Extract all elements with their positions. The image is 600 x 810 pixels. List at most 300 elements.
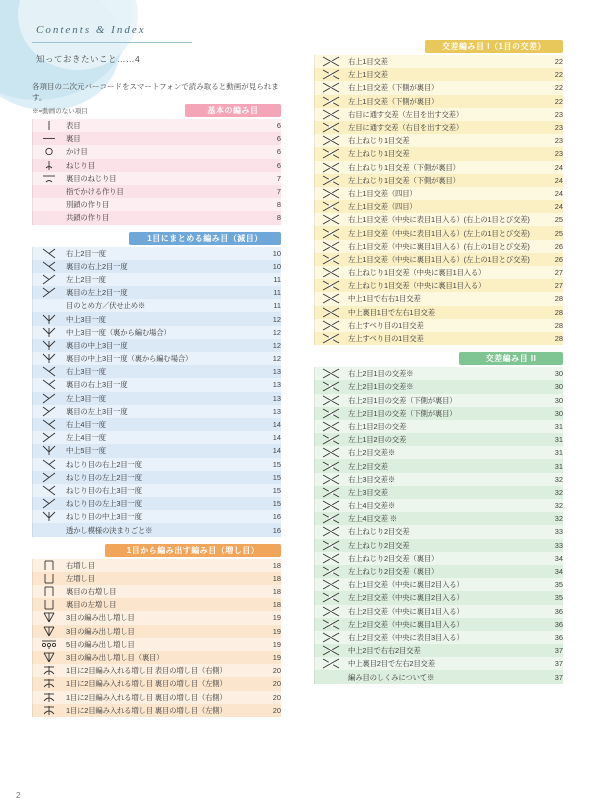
table-row[interactable]: [32, 392, 281, 405]
stitch-symbol-icon: [314, 512, 348, 525]
entry-page: 37: [545, 657, 563, 670]
toc-section-decrease: [32, 232, 281, 537]
table-row[interactable]: [32, 664, 281, 677]
table-row[interactable]: [314, 512, 563, 525]
entry-page: 16: [263, 510, 281, 523]
table-row[interactable]: [314, 266, 563, 279]
entry-label: 裏目の右上2目一度: [66, 260, 263, 273]
stitch-symbol-icon: [32, 625, 66, 638]
entry-page: 11: [263, 299, 281, 312]
entry-page: 30: [545, 394, 563, 407]
table-row[interactable]: [314, 161, 563, 174]
stitch-symbol-icon: [314, 459, 348, 472]
stitch-symbol-icon: [314, 631, 348, 644]
entry-label: 3目の編み出し増し目: [66, 611, 263, 624]
entry-label: 裏目の左増し目: [66, 598, 263, 611]
stitch-symbol-icon: [314, 213, 348, 226]
table-row[interactable]: [32, 365, 281, 378]
entry-page: 35: [545, 591, 563, 604]
table-row[interactable]: [32, 677, 281, 690]
entry-page: 36: [545, 605, 563, 618]
table-row[interactable]: [32, 497, 281, 510]
entry-label: 右上2目交差（中央に裏目1目入る）: [348, 605, 545, 618]
stitch-symbol-icon: [32, 572, 66, 585]
entry-label: 右上1目交差（中央に表目1目入る）(右上の1目とび交差): [348, 213, 545, 226]
stitch-symbol-icon: [314, 578, 348, 591]
stitch-symbol-icon: [32, 651, 66, 664]
entry-label: 右上1目交差（下側が裏目）: [348, 81, 545, 94]
entry-page: 15: [263, 471, 281, 484]
entry-label: 左上1目交差（中央に表目1目入る）(左上の1目とび交差): [348, 226, 545, 239]
stitch-symbol-icon: [314, 174, 348, 187]
entry-label: 右上4目交差※: [348, 499, 545, 512]
table-row[interactable]: [32, 339, 281, 352]
entry-page: 32: [545, 499, 563, 512]
table-row[interactable]: [314, 499, 563, 512]
stitch-symbol-icon: [314, 319, 348, 332]
stitch-symbol-icon: [314, 266, 348, 279]
stitch-symbol-icon: [32, 211, 66, 224]
table-row[interactable]: [314, 670, 563, 683]
entry-label: 1目に2目編み入れる増し目 裏目の増し目（左側）: [66, 704, 263, 717]
stitch-symbol-icon: [32, 378, 66, 391]
entry-page: 16: [263, 523, 281, 536]
entry-page: 25: [545, 226, 563, 239]
entry-page: 27: [545, 279, 563, 292]
table-row[interactable]: [32, 198, 281, 211]
entry-page: 23: [545, 147, 563, 160]
entry-page: 12: [263, 339, 281, 352]
section-table-wrap: [32, 119, 281, 225]
stitch-symbol-icon: [314, 644, 348, 657]
stitch-symbol-icon: [314, 657, 348, 670]
table-row[interactable]: [314, 332, 563, 345]
table-row[interactable]: [314, 279, 563, 292]
entry-page: 19: [263, 638, 281, 651]
entry-page: 20: [263, 691, 281, 704]
entry-label: ねじり目の左上3目一度: [66, 497, 263, 510]
table-row[interactable]: [32, 145, 281, 158]
toc-section-basic: [32, 104, 281, 225]
entry-page: 15: [263, 484, 281, 497]
entry-label: ねじり目: [66, 159, 263, 172]
entry-page: 13: [263, 378, 281, 391]
stitch-symbol-icon: [314, 565, 348, 578]
table-row[interactable]: [314, 226, 563, 239]
stitch-symbol-icon: [314, 446, 348, 459]
stitch-symbol-icon: [32, 585, 66, 598]
table-row[interactable]: [32, 159, 281, 172]
table-row[interactable]: [314, 459, 563, 472]
stitch-symbol-icon: [32, 273, 66, 286]
table-row[interactable]: [32, 431, 281, 444]
table-row[interactable]: [314, 525, 563, 538]
table-row[interactable]: [314, 631, 563, 644]
table-row[interactable]: [32, 704, 281, 717]
entry-label: 右上1目交差（中央に裏目1目入る）(右上の1目とび交差): [348, 240, 545, 253]
table-row[interactable]: [314, 292, 563, 305]
stitch-symbol-icon: [314, 226, 348, 239]
table-row[interactable]: [314, 657, 563, 670]
stitch-symbol-icon: [314, 407, 348, 420]
table-row[interactable]: [32, 523, 281, 536]
table-row[interactable]: [32, 638, 281, 651]
entry-page: 28: [545, 292, 563, 305]
table-row[interactable]: [314, 644, 563, 657]
stitch-symbol-icon: [32, 198, 66, 211]
table-row[interactable]: [32, 273, 281, 286]
entry-label: 共鎖の作り目: [66, 211, 263, 224]
entry-page: 10: [263, 247, 281, 260]
table-row[interactable]: [314, 134, 563, 147]
section-table-wrap: [32, 559, 281, 717]
stitch-symbol-icon: [32, 458, 66, 471]
stitch-symbol-icon: [32, 523, 66, 536]
stitch-symbol-icon: [32, 312, 66, 325]
entry-page: 26: [545, 253, 563, 266]
stitch-symbol-icon: [314, 539, 348, 552]
entry-label: 右上1目2目の交差: [348, 420, 545, 433]
table-row[interactable]: [32, 510, 281, 523]
stitch-symbol-icon: [314, 552, 348, 565]
entry-page: 24: [545, 187, 563, 200]
entry-label: 左上ねじり2目交差（裏目）: [348, 565, 545, 578]
entry-page: 7: [263, 185, 281, 198]
entry-page: 8: [263, 198, 281, 211]
entry-label: 中上1目で右右1目交差: [348, 292, 545, 305]
table-row[interactable]: [314, 306, 563, 319]
entry-page: 14: [263, 444, 281, 457]
table-row[interactable]: [32, 132, 281, 145]
table-row[interactable]: [32, 326, 281, 339]
entry-page: 20: [263, 677, 281, 690]
toc-table: [314, 55, 563, 345]
entry-label: 裏目の右増し目: [66, 585, 263, 598]
table-row[interactable]: [314, 68, 563, 81]
section-title-bar: [459, 352, 563, 365]
entry-label: 1目に2目編み入れる増し目 裏目の増し目（左側）: [66, 677, 263, 690]
entry-label: 右上1目交差: [348, 55, 545, 68]
entry-page: 31: [545, 420, 563, 433]
entry-page: 15: [263, 497, 281, 510]
entry-label: 裏目のねじり目: [66, 172, 263, 185]
entry-page: 23: [545, 134, 563, 147]
table-row[interactable]: [32, 444, 281, 457]
entry-page: 12: [263, 326, 281, 339]
table-row[interactable]: [314, 213, 563, 226]
entry-label: 指でかける作り目: [66, 185, 263, 198]
entry-page: 34: [545, 565, 563, 578]
table-row[interactable]: [32, 260, 281, 273]
entry-label: 左上ねじり2目交差: [348, 539, 545, 552]
table-row[interactable]: [314, 319, 563, 332]
entry-page: 13: [263, 405, 281, 418]
entry-label: 右上ねじり1目交差（下側が裏目）: [348, 161, 545, 174]
section-header-increase: [32, 544, 281, 557]
entry-page: 20: [263, 664, 281, 677]
entry-label: 右上1目交差（中央に裏目2目入る）: [348, 578, 545, 591]
table-row[interactable]: [32, 286, 281, 299]
entry-label: 左上1目交差（中央に裏目1目入る）(左上の1目とび交差): [348, 253, 545, 266]
entry-page: 37: [545, 670, 563, 683]
section-header-basic: [32, 104, 281, 117]
note-footnote: ※=動画のない項目: [32, 107, 88, 115]
table-row[interactable]: [32, 172, 281, 185]
table-row[interactable]: [314, 367, 563, 380]
table-row[interactable]: [314, 578, 563, 591]
stitch-symbol-icon: [32, 497, 66, 510]
entry-label: 右上1目交差（四目）: [348, 187, 545, 200]
entry-label: 右目に通す交差（左目を出す交差）: [348, 108, 545, 121]
entry-label: 別鎖の作り目: [66, 198, 263, 211]
entry-label: 左上1目交差（四目）: [348, 200, 545, 213]
stitch-symbol-icon: [32, 185, 66, 198]
entry-label: 3目の編み出し増し目: [66, 625, 263, 638]
entry-label: 右上2目一度: [66, 247, 263, 260]
entry-page: 22: [545, 81, 563, 94]
stitch-symbol-icon: [32, 484, 66, 497]
entry-label: 裏目の左上2目一度: [66, 286, 263, 299]
table-row[interactable]: [314, 121, 563, 134]
stitch-symbol-icon: [314, 618, 348, 631]
entry-label: 左増し目: [66, 572, 263, 585]
stitch-symbol-icon: [314, 147, 348, 160]
stitch-symbol-icon: [32, 299, 66, 312]
entry-label: 右上3目一度: [66, 365, 263, 378]
stitch-symbol-icon: [32, 691, 66, 704]
entry-label: 左上2目交差（中央に裏目2目入る）: [348, 591, 545, 604]
stitch-symbol-icon: [32, 286, 66, 299]
section-title: 基本の編み目: [207, 106, 259, 115]
entry-label: 左上1目交差（下側が裏目）: [348, 95, 545, 108]
table-row[interactable]: [314, 446, 563, 459]
table-row[interactable]: [314, 147, 563, 160]
entry-label: 左上2目1目の交差※: [348, 380, 545, 393]
entry-page: 32: [545, 512, 563, 525]
entry-label: 左上ねじり1目交差（下側が裏目）: [348, 174, 545, 187]
section-header-cross1: [314, 40, 563, 53]
stitch-symbol-icon: [32, 247, 66, 260]
entry-page: 35: [545, 578, 563, 591]
entry-label: 右上ねじり2目交差（裏目）: [348, 552, 545, 565]
section-table-wrap: [32, 247, 281, 537]
entry-page: 22: [545, 68, 563, 81]
toc-table: [314, 367, 563, 684]
stitch-symbol-icon: [32, 664, 66, 677]
table-row[interactable]: [32, 611, 281, 624]
table-row[interactable]: [314, 591, 563, 604]
entry-label: 右上3目交差※: [348, 473, 545, 486]
stitch-symbol-icon: [32, 159, 66, 172]
stitch-symbol-icon: [32, 418, 66, 431]
table-row[interactable]: [32, 559, 281, 572]
table-row[interactable]: [32, 211, 281, 224]
entry-page: 36: [545, 618, 563, 631]
stitch-symbol-icon: [314, 499, 348, 512]
stitch-symbol-icon: [32, 132, 66, 145]
table-row[interactable]: [314, 394, 563, 407]
entry-label: 左上2目交差: [348, 459, 545, 472]
table-row[interactable]: [314, 55, 563, 68]
entry-label: 右上ねじり2目交差: [348, 525, 545, 538]
stitch-symbol-icon: [32, 510, 66, 523]
stitch-symbol-icon: [314, 200, 348, 213]
entry-label: 目のとめ方／伏せ止め※: [66, 299, 263, 312]
note-body-text: 各項目の二次元バーコードをスマートフォンで読み取ると動画が見られます。: [32, 82, 279, 103]
toc-column-left: [32, 104, 281, 724]
section-title: 交差編み目 II: [485, 354, 537, 364]
stitch-symbol-icon: [32, 392, 66, 405]
section-title-bar: [185, 104, 281, 117]
entry-page: 18: [263, 585, 281, 598]
table-row[interactable]: [32, 625, 281, 638]
section-header-cross2: [314, 352, 563, 365]
entry-label: 1目に2目編み入れる増し目 裏目の増し目（右側）: [66, 691, 263, 704]
stitch-symbol-icon: [32, 405, 66, 418]
table-row[interactable]: [314, 433, 563, 446]
entry-page: 8: [263, 211, 281, 224]
entry-label: 裏目の左上3目一度: [66, 405, 263, 418]
section-title: 交差編み目 I（1目の交差）: [442, 42, 546, 51]
table-row[interactable]: [32, 484, 281, 497]
entry-label: 左上1目2目の交差: [348, 433, 545, 446]
entry-page: 27: [545, 266, 563, 279]
table-row[interactable]: [314, 618, 563, 631]
entry-page: 6: [263, 145, 281, 158]
stitch-symbol-icon: [314, 240, 348, 253]
entry-label: 左上ねじり1目交差（中央に裏目1目入る）: [348, 279, 545, 292]
stitch-symbol-icon: [314, 473, 348, 486]
toc-table: [32, 559, 281, 717]
entry-page: 30: [545, 380, 563, 393]
stitch-symbol-icon: [314, 332, 348, 345]
table-row[interactable]: [32, 418, 281, 431]
entry-page: 25: [545, 213, 563, 226]
entry-page: 6: [263, 159, 281, 172]
table-row[interactable]: [32, 598, 281, 611]
table-row[interactable]: [314, 81, 563, 94]
table-row[interactable]: [314, 253, 563, 266]
section-table-wrap: [314, 367, 563, 684]
stitch-symbol-icon: [32, 339, 66, 352]
table-row[interactable]: [32, 352, 281, 365]
table-row[interactable]: [32, 458, 281, 471]
table-row[interactable]: [32, 185, 281, 198]
entry-page: 32: [545, 486, 563, 499]
entry-page: 36: [545, 631, 563, 644]
section-header-decrease: [32, 232, 281, 245]
stitch-symbol-icon: [314, 55, 348, 68]
entry-label: 右増し目: [66, 559, 263, 572]
table-row[interactable]: [314, 407, 563, 420]
entry-page: 24: [545, 200, 563, 213]
entry-label: 左上3目一度: [66, 392, 263, 405]
entry-page: 14: [263, 418, 281, 431]
entry-page: 26: [545, 240, 563, 253]
stitch-symbol-icon: [314, 81, 348, 94]
section-table-wrap: [314, 55, 563, 345]
entry-page: 19: [263, 651, 281, 664]
table-row[interactable]: [314, 486, 563, 499]
table-row[interactable]: [32, 471, 281, 484]
entry-label: 透かし模様の決まりごと※: [66, 523, 263, 536]
entry-page: 18: [263, 559, 281, 572]
table-row[interactable]: [314, 565, 563, 578]
table-row[interactable]: [314, 187, 563, 200]
stitch-symbol-icon: [314, 670, 348, 683]
stitch-symbol-icon: [32, 172, 66, 185]
entry-page: 33: [545, 539, 563, 552]
stitch-symbol-icon: [314, 591, 348, 604]
toc-table: [32, 247, 281, 537]
stitch-symbol-icon: [314, 394, 348, 407]
entry-label: 中上3目一度: [66, 312, 263, 325]
stitch-symbol-icon: [32, 119, 66, 132]
stitch-symbol-icon: [314, 121, 348, 134]
stitch-symbol-icon: [314, 420, 348, 433]
stitch-symbol-icon: [314, 306, 348, 319]
table-row[interactable]: [314, 174, 563, 187]
entry-label: 左上すべり目の1目交差: [348, 332, 545, 345]
table-row[interactable]: [32, 405, 281, 418]
entry-page: 7: [263, 172, 281, 185]
table-row[interactable]: [32, 299, 281, 312]
entry-label: 中上2目で右右2目交差: [348, 644, 545, 657]
table-row[interactable]: [314, 539, 563, 552]
entry-page: 20: [263, 704, 281, 717]
table-row[interactable]: [32, 572, 281, 585]
entry-label: 右上4目一度: [66, 418, 263, 431]
table-row[interactable]: [314, 552, 563, 565]
entry-label: 左上4目一度: [66, 431, 263, 444]
table-row[interactable]: [314, 605, 563, 618]
table-row[interactable]: [32, 119, 281, 132]
table-row[interactable]: [314, 380, 563, 393]
entry-page: 28: [545, 319, 563, 332]
table-row[interactable]: [314, 95, 563, 108]
entry-label: 右上すべり目の1目交差: [348, 319, 545, 332]
stitch-symbol-icon: [32, 638, 66, 651]
table-row[interactable]: [32, 691, 281, 704]
entry-label: 裏目の中上3目一度（裏から編む場合）: [66, 352, 263, 365]
entry-page: 33: [545, 525, 563, 538]
table-row[interactable]: [314, 200, 563, 213]
entry-label: 左上2目1目の交差（下側が裏目）: [348, 407, 545, 420]
entry-page: 31: [545, 446, 563, 459]
entry-page: 23: [545, 121, 563, 134]
entry-page: 15: [263, 458, 281, 471]
stitch-symbol-icon: [32, 677, 66, 690]
toc-table: [32, 119, 281, 225]
stitch-symbol-icon: [32, 145, 66, 158]
stitch-symbol-icon: [314, 380, 348, 393]
table-row[interactable]: [314, 108, 563, 121]
table-row[interactable]: [314, 473, 563, 486]
entry-page: 13: [263, 392, 281, 405]
table-row[interactable]: [32, 312, 281, 325]
stitch-symbol-icon: [314, 95, 348, 108]
table-row[interactable]: [314, 240, 563, 253]
entry-label: 右上2目1目の交差※: [348, 367, 545, 380]
stitch-symbol-icon: [314, 279, 348, 292]
stitch-symbol-icon: [314, 605, 348, 618]
table-row[interactable]: [32, 651, 281, 664]
table-row[interactable]: [32, 585, 281, 598]
table-row[interactable]: [32, 247, 281, 260]
entry-page: 18: [263, 572, 281, 585]
table-row[interactable]: [314, 420, 563, 433]
table-row[interactable]: [32, 378, 281, 391]
